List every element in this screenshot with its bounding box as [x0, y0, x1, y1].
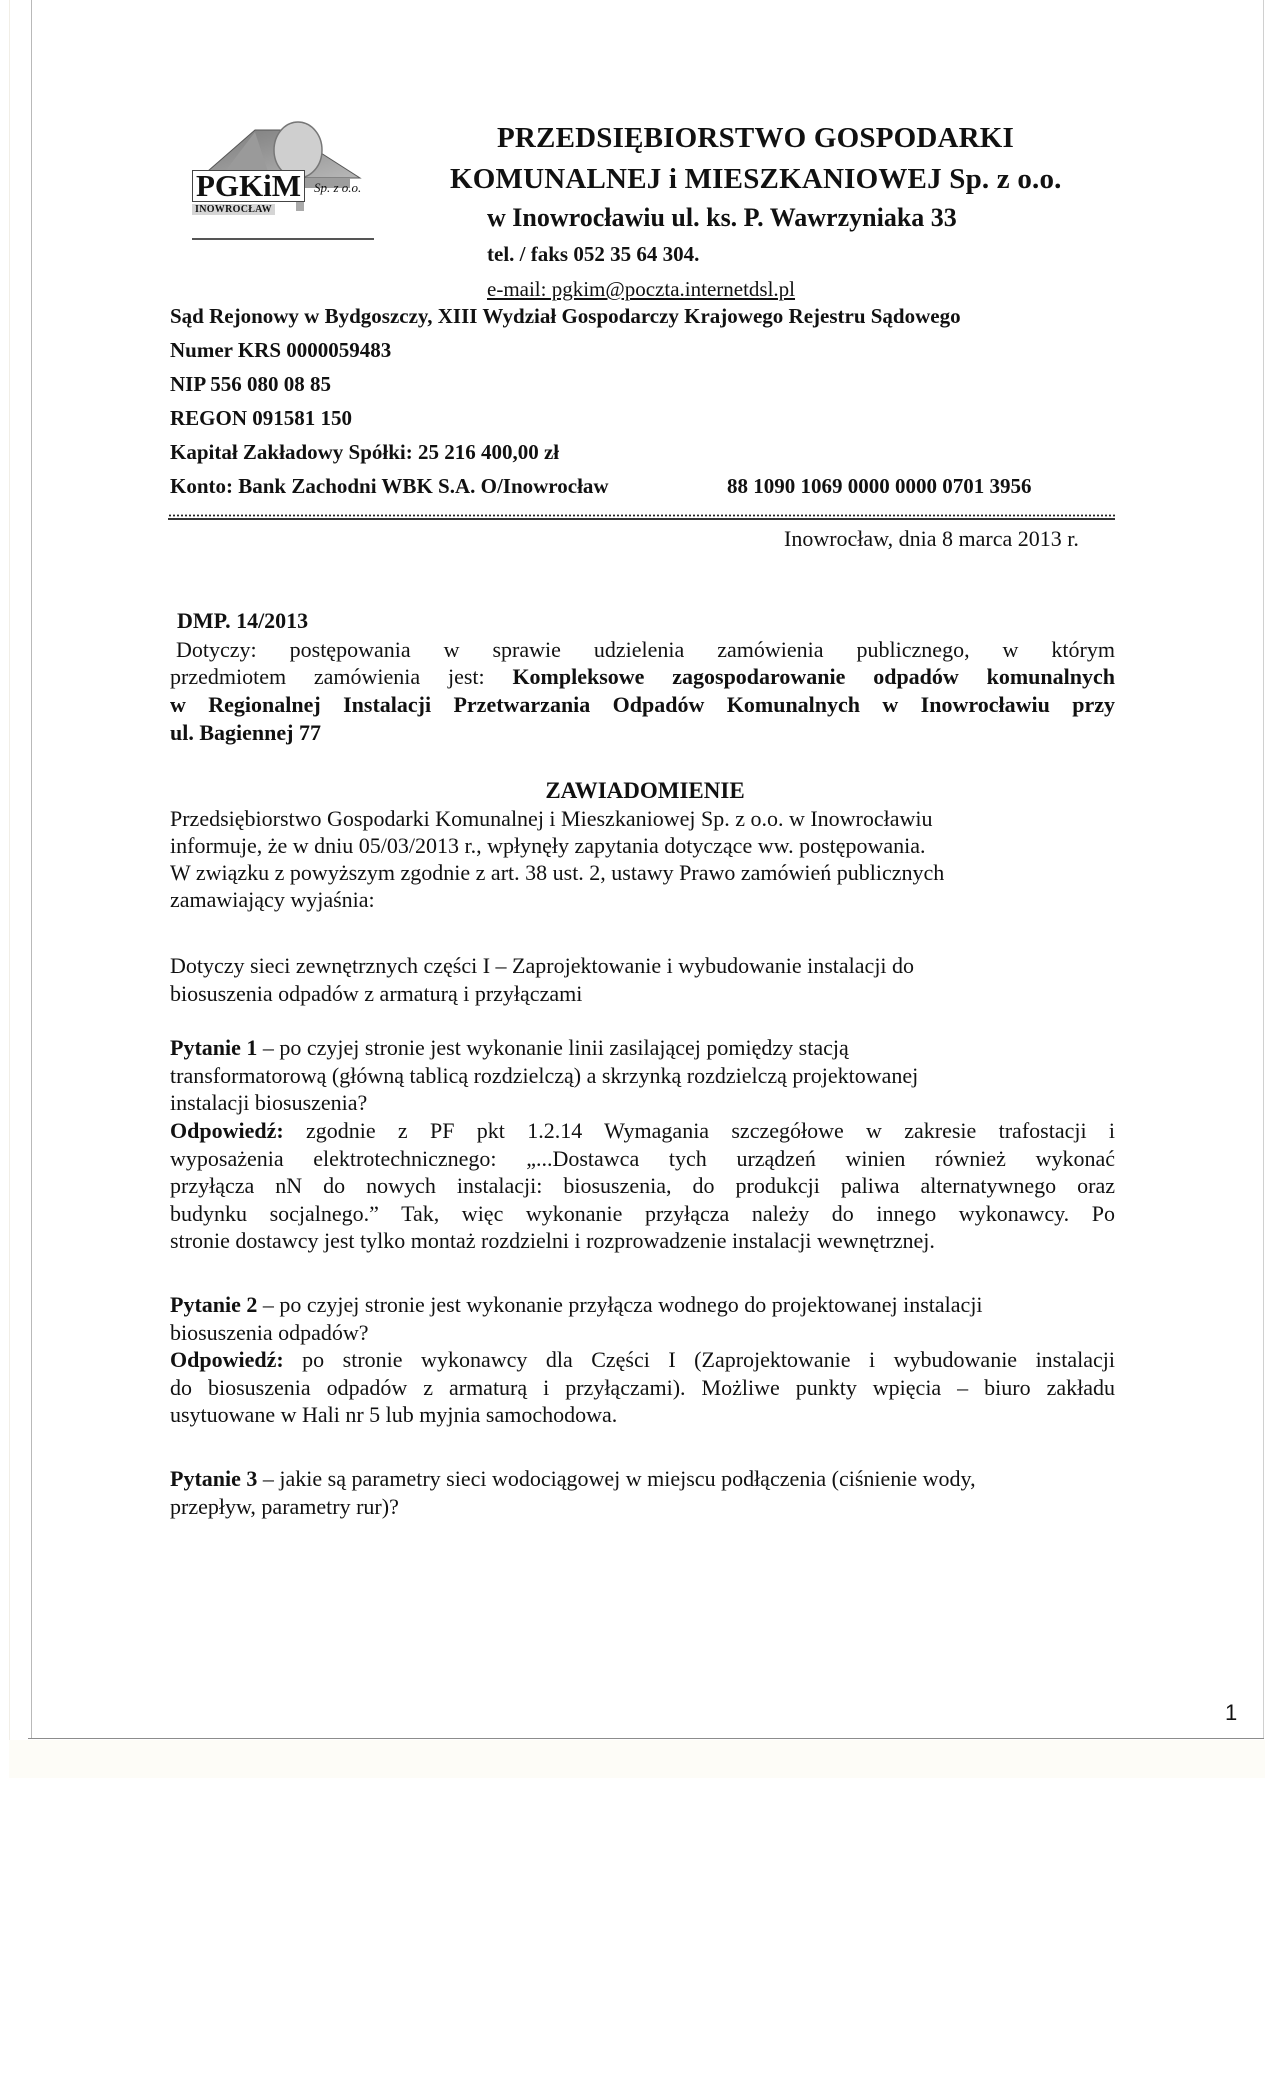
registry-capital: Kapitał Zakładowy Spółki: 25 216 400,00 zł: [170, 440, 560, 464]
date-line: Inowrocław, dnia 8 marca 2013 r.: [784, 526, 1079, 551]
question-1-label: Pytanie 1: [170, 1035, 258, 1060]
page-edge-bottom: [28, 1738, 1264, 1739]
logo-suffix: Sp. z o.o.: [314, 180, 362, 195]
page-edge-right: [1263, 0, 1264, 1739]
answer-2-line-3: usytuowane w Hali nr 5 lub myjnia samochodowa.: [170, 1402, 618, 1427]
answer-1-line-2: wyposażenia elektrotechnicznego: „...Dostawca tych urządzeń winien również wykonać: [170, 1146, 1115, 1171]
question-3-line-1: [170, 1466, 976, 1492]
notice-title: ZAWIADOMIENIE: [545, 778, 745, 803]
registry-account-label: Konto: Bank Zachodni WBK S.A. O/Inowrocław: [170, 474, 609, 498]
question-3-line-2: przepływ, parametry rur)?: [170, 1494, 399, 1519]
logo-abbr: PGKiM: [192, 170, 305, 202]
question-2-line-1: [170, 1292, 983, 1318]
subject-line-2: [170, 664, 1115, 690]
registry-regon: REGON 091581 150: [170, 406, 353, 430]
subject-line-4: ul. Bagiennej 77: [170, 720, 321, 745]
answer-1-label: Odpowiedź:: [170, 1118, 284, 1143]
answer-1-line-3: przyłącza nN do nowych instalacji: biosuszenia, do produkcji paliwa alternatywnego oraz: [170, 1173, 1115, 1198]
answer-1-line-5: stronie dostawcy jest tylko montaż rozdzielni i rozprowadzenie instalacji wewnętrznej.: [170, 1228, 935, 1253]
header-separator: [168, 518, 1115, 520]
question-2-text: – po czyjej stronie jest wykonanie przyłącza wodnego do projektowanej instalacji: [257, 1292, 983, 1317]
registry-account-number: 88 1090 1069 0000 0000 0701 3956: [727, 474, 1032, 498]
question-1-line-3: instalacji biosuszenia?: [170, 1090, 368, 1115]
page-edge-left: [31, 0, 32, 1739]
question-3-label: Pytanie 3: [170, 1466, 258, 1491]
reference-number: DMP. 14/2013: [177, 608, 309, 633]
notice-line: Przedsiębiorstwo Gospodarki Komunalnej i Mieszkaniowej Sp. z o.o. w Inowrocławiu: [170, 806, 933, 831]
scan-edge-outer: [9, 0, 10, 1778]
scan-bottom-band: [9, 1740, 1265, 1778]
question-2-line-2: biosuszenia odpadów?: [170, 1320, 369, 1345]
question-1-text: – po czyjej stronie jest wykonanie linii zasilającej pomiędzy stacją: [257, 1035, 849, 1060]
registry-court: Sąd Rejonowy w Bydgoszczy, XIII Wydział Gospodarczy Krajowego Rejestru Sądowego: [170, 304, 961, 328]
question-3-text: – jakie są parametry sieci wodociągowej w miejscu podłączenia (ciśnienie wody,: [257, 1466, 976, 1491]
scope-line: biosuszenia odpadów z armaturą i przyłączami: [170, 981, 583, 1006]
answer-1-line-4: budynku socjalnego.” Tak, więc wykonanie przyłącza należy do innego wykonawcy. Po: [170, 1201, 1115, 1226]
scope-line: Dotyczy sieci zewnętrznych części I – Zaprojektowanie i wybudowanie instalacji do: [170, 953, 915, 978]
logo-city: INOWROCŁAW: [192, 204, 275, 215]
registry-krs: Numer KRS 0000059483: [170, 338, 392, 362]
notice-line: informuje, że w dniu 05/03/2013 r., wpłynęły zapytania dotyczące ww. postępowania.: [170, 833, 926, 858]
answer-2-line-1: [170, 1347, 1115, 1373]
question-2-label: Pytanie 2: [170, 1292, 258, 1317]
subject-line-3: w Regionalnej Instalacji Przetwarzania Odpadów Komunalnych w Inowrocławiu przy: [170, 692, 1115, 717]
logo-underline: [192, 238, 374, 240]
answer-2-label: Odpowiedź:: [170, 1347, 284, 1372]
question-1-line-1: [170, 1035, 849, 1061]
notice-line: zamawiający wyjaśnia:: [170, 887, 375, 912]
registry-nip: NIP 556 080 08 85: [170, 372, 332, 396]
answer-1-text: zgodnie z PF pkt 1.2.14 Wymagania szczegółowe w zakresie trafostacji i: [283, 1118, 1115, 1143]
question-1-line-2: transformatorową (główną tablicą rozdzielczą) a skrzynką rozdzielczą projektowanej: [170, 1063, 919, 1088]
company-phone: tel. / faks 052 35 64 304.: [487, 242, 700, 266]
company-email-link[interactable]: e-mail: pgkim@poczta.internetdsl.pl: [487, 277, 796, 301]
page-number: 1: [1225, 1700, 1238, 1725]
company-logo: [190, 118, 370, 218]
subject-line-2-bold: Kompleksowe zagospodarowanie odpadów komunalnych: [512, 664, 1115, 689]
subject-line-1: Dotyczy: postępowania w sprawie udzielenia zamówienia publicznego, w którym: [176, 637, 1115, 662]
subject-line-2-plain: przedmiotem zamówienia jest:: [170, 664, 513, 689]
answer-1-line-1: [170, 1118, 1115, 1144]
header-dotted-separator: [168, 514, 1115, 517]
notice-line: W związku z powyższym zgodnie z art. 38 ust. 2, ustawy Prawo zamówień publicznych: [170, 860, 945, 885]
company-name-line1: PRZEDSIĘBIORSTWO GOSPODARKI: [497, 122, 1015, 154]
answer-2-text: po stronie wykonawcy dla Części I (Zaprojektowanie i wybudowanie instalacji: [283, 1347, 1115, 1372]
answer-2-line-2: do biosuszenia odpadów z armaturą i przyłączami). Możliwe punkty wpięcia – biuro zakładu: [170, 1375, 1115, 1400]
company-name-line2: KOMUNALNEJ i MIESZKANIOWEJ Sp. z o.o.: [450, 163, 1062, 195]
company-address: w Inowrocławiu ul. ks. P. Wawrzyniaka 33: [487, 203, 957, 232]
